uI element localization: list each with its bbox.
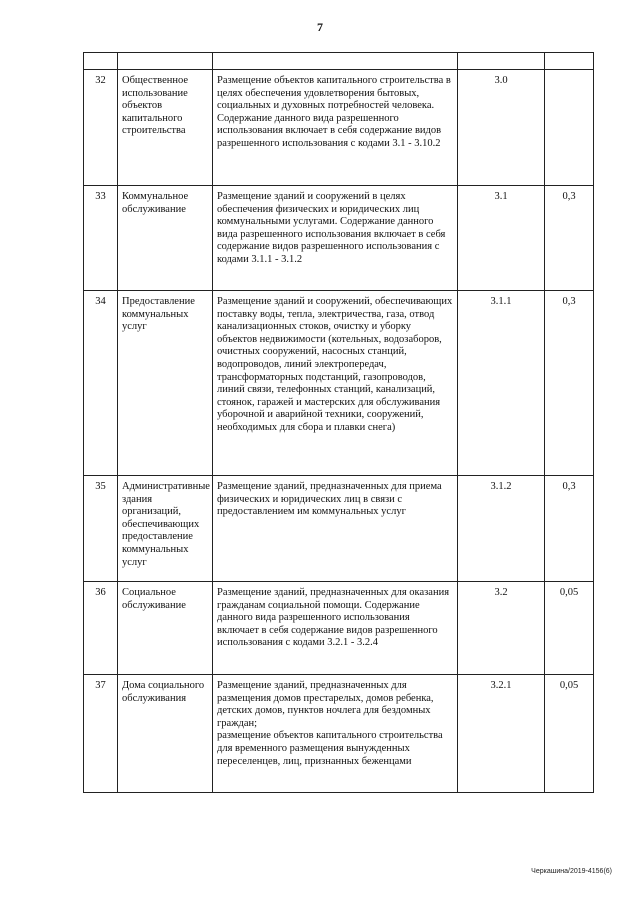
use-code: 3.0	[458, 70, 545, 186]
use-ratio: 0,05	[545, 582, 594, 675]
header-cell	[118, 53, 213, 70]
use-ratio: 0,3	[545, 186, 594, 291]
table-row	[84, 582, 594, 675]
use-type-name: Предоставление коммунальных услуг	[118, 291, 213, 476]
row-number: 34	[84, 291, 118, 476]
table-row	[84, 70, 594, 186]
header-cell	[458, 53, 545, 70]
use-type-name: Административные здания организаций, обеспечивающих предоставление коммунальных услуг	[118, 476, 213, 582]
row-number: 32	[84, 70, 118, 186]
row-number: 33	[84, 186, 118, 291]
header-cell	[545, 53, 594, 70]
use-code: 3.1	[458, 186, 545, 291]
use-code: 3.2	[458, 582, 545, 675]
description-line: размещение объектов капитального строительства для временного размещения вынужденных переселенцев, лиц, признанных беженцами	[217, 730, 443, 767]
header-cell	[213, 53, 458, 70]
use-ratio: 0,3	[545, 291, 594, 476]
description-line: Размещение зданий, предназначенных для размещения домов престарелых, домов ребенка, детских домов, пунктов ночлега для бездомных граждан;	[217, 680, 434, 729]
use-description	[213, 675, 458, 793]
row-number: 37	[84, 675, 118, 793]
use-code: 3.1.2	[458, 476, 545, 582]
table-header-row	[84, 53, 594, 70]
use-type-name: Дома социального обслуживания	[118, 675, 213, 793]
table-row	[84, 186, 594, 291]
use-type-name: Общественное использование объектов капитального строительства	[118, 70, 213, 186]
table-row	[84, 291, 594, 476]
use-ratio: 0,05	[545, 675, 594, 793]
table-row	[84, 675, 594, 793]
use-code: 3.1.1	[458, 291, 545, 476]
use-description: Размещение зданий и сооружений, обеспечивающих поставку воды, тепла, электричества, газа, отвод канализационных стоков, очистку и уборку объектов недвижимости (котельных, водозаборов, очистных сооружений, насосных станций, водопроводов, линий электропередач, трансформаторных подстанций, газопроводов, линий связи, телефонных станций, канализаций, стоянок, гаражей и мастерских для обслуживания уборочной и аварийной техники, сооружений, необходимых для сбора и плавки снега)	[213, 291, 458, 476]
use-description: Размещение зданий, предназначенных для приема физических и юридических лиц в связи с предоставлением им коммунальных услуг	[213, 476, 458, 582]
row-number: 35	[84, 476, 118, 582]
use-code: 3.2.1	[458, 675, 545, 793]
use-type-name: Социальное обслуживание	[118, 582, 213, 675]
use-description: Размещение зданий, предназначенных для оказания гражданам социальной помощи. Содержание данного вида разрешенного использования включает в себя содержание видов разрешенного использования с кодами 3.2.1 - 3.2.4	[213, 582, 458, 675]
header-cell	[84, 53, 118, 70]
use-ratio	[545, 70, 594, 186]
document-stamp: Черкашина/2019-4156(6)	[531, 868, 612, 875]
table-row	[84, 476, 594, 582]
use-description: Размещение зданий и сооружений в целях обеспечения физических и юридических лиц коммунальными услугами. Содержание данного вида разрешенного использования включает в себя содержание видов разрешенного использования с кодами 3.1.1 - 3.1.2	[213, 186, 458, 291]
use-description: Размещение объектов капитального строительства в целях обеспечения удовлетворения бытовых, социальных и духовных потребностей человека. Содержание данного вида разрешенного использования включает в себя содержание видов разрешенного использования с кодами 3.1 - 3.10.2	[213, 70, 458, 186]
use-type-name: Коммунальное обслуживание	[118, 186, 213, 291]
land-use-table	[83, 52, 594, 793]
use-ratio: 0,3	[545, 476, 594, 582]
page-number: 7	[317, 20, 323, 34]
row-number: 36	[84, 582, 118, 675]
